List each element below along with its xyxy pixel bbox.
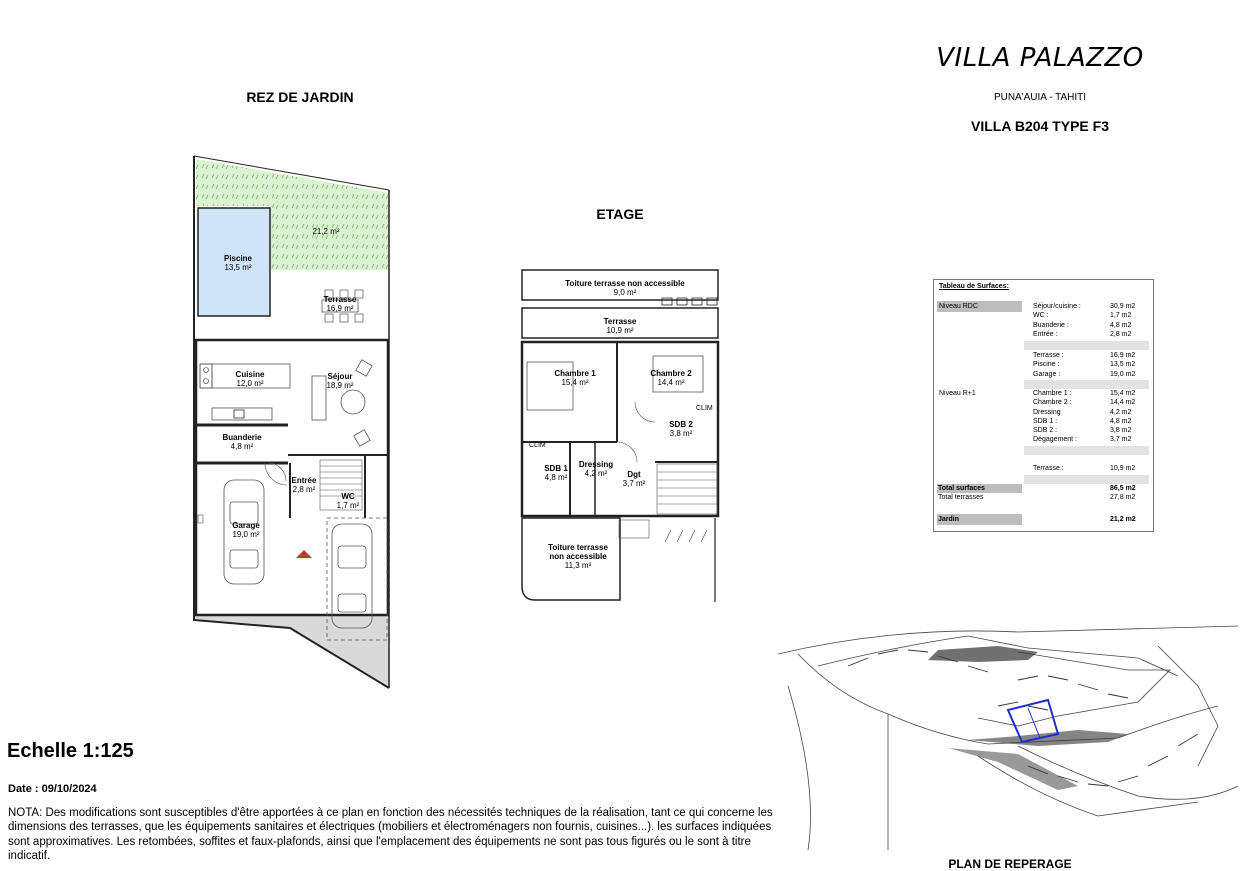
- rdc-labels-1: Séjour/cuisine : WC : Buanderie : Entrée :: [1033, 303, 1081, 338]
- room-area: 16,9 m²: [326, 304, 354, 313]
- room-name: Piscine: [223, 254, 252, 263]
- room-area: 4,8 m²: [230, 442, 254, 451]
- surface-table-title: Tableau de Surfaces:: [939, 283, 1009, 290]
- room-area: 4,2 m²: [584, 469, 608, 478]
- room-name: Dressing: [578, 460, 614, 469]
- surface-table: [933, 279, 1154, 532]
- room-area: 3,7 m²: [622, 479, 646, 488]
- room-area: 9,0 m²: [613, 288, 637, 297]
- rdc-labels-2: Terrasse : Piscine : Garage :: [1033, 352, 1064, 378]
- r1-values-1: 15,4 m2 14,4 m2 4,2 m2 4,8 m2 3,8 m2 3,7 m2: [1110, 390, 1136, 444]
- room-buanderie: [212, 433, 272, 451]
- room-area: 10,9 m²: [606, 326, 634, 335]
- room-name: WC: [341, 492, 355, 501]
- room-sdb2: [659, 420, 703, 438]
- date-label: Date : 09/10/2024: [8, 783, 97, 795]
- room-garage: [216, 521, 276, 539]
- room-chambre2: [641, 369, 701, 387]
- jardin-value: 21,2 m2: [1110, 516, 1136, 523]
- etage-terrasse: [590, 317, 650, 335]
- nota-text: NOTA: Des modifications sont susceptibles d'être apportées à ce plan en fonction des nécessités techniques de la réalisation, tant ce qui concerne les dimensions des terrasses, que les équipements sanitaires et électriques (mobiliers et électroménagers non fournis, cuisines...). les surfaces indiquées sont approximatives. Les retombées, soffites et faux-plafonds, ainsi que l'emplacement des équipements ne sont pas tous figurés ou le sont à titre indicatif.: [8, 807, 773, 863]
- room-area: 19,0 m²: [232, 530, 260, 539]
- total-surfaces-label: Total surfaces: [938, 485, 985, 492]
- r1-labels-1: Chambre 1 : Chambre 2 : Dressing SDB 1 : SDB 2 : Dégagement :: [1033, 390, 1077, 444]
- room-entree: [276, 476, 332, 494]
- project-location: PUNA'AUIA - TAHITI: [993, 92, 1087, 103]
- room-area: 1,7 m²: [336, 501, 360, 510]
- room-dgt: [612, 470, 656, 488]
- jardin-label: Jardin: [938, 516, 960, 523]
- room-name: Entrée: [291, 476, 317, 485]
- r1-values-2: 10,9 m2: [1110, 465, 1136, 472]
- room-name: Cuisine: [235, 370, 265, 379]
- room-name: Garage: [232, 521, 260, 530]
- r1-labels-2: Terrasse :: [1033, 465, 1064, 472]
- room-cuisine: [220, 370, 280, 388]
- room-area: 2,8 m²: [292, 485, 316, 494]
- room-area: 12,0 m²: [236, 379, 264, 388]
- room-wc: [326, 492, 370, 510]
- room-area: 4,8 m²: [544, 473, 568, 482]
- room-name: Buanderie: [222, 433, 262, 442]
- site-plan-map: [778, 606, 1240, 850]
- room-area: 11,3 m²: [564, 561, 592, 570]
- room-sejour: [310, 372, 370, 390]
- etage-title: ETAGE: [596, 206, 644, 222]
- room-name: non accessible: [549, 552, 607, 561]
- rdc-plan: [180, 150, 410, 700]
- rdc-values-2: 16,9 m2 13,5 m2 19,0 m2: [1110, 352, 1136, 378]
- room-name: Dgt: [627, 470, 641, 479]
- room-name: SDB 2: [669, 420, 693, 429]
- reperage-title: PLAN DE REPERAGE: [948, 857, 1072, 871]
- room-area: 3,8 m²: [669, 429, 693, 438]
- scale-label: Echelle 1:125: [7, 740, 134, 762]
- level-r1: Niveau R+1: [939, 390, 976, 397]
- room-name: Toiture terrasse non accessible: [565, 279, 685, 288]
- project-title: VILLA PALAZZO: [936, 43, 1144, 73]
- room-piscine: [208, 254, 268, 272]
- room-sdb1: [534, 464, 578, 482]
- room-chambre1: [545, 369, 605, 387]
- room-name: SDB 1: [544, 464, 568, 473]
- room-area: 15,4 m²: [561, 378, 589, 387]
- villa-type: VILLA B204 TYPE F3: [971, 118, 1109, 134]
- room-area: 14,4 m²: [657, 378, 685, 387]
- level-rdc: Niveau RDC: [937, 301, 1022, 312]
- etage-toiture-top: [540, 279, 710, 297]
- total-terrasses-label: Total terrasses: [938, 494, 984, 501]
- room-area: 18,9 m²: [326, 381, 354, 390]
- room-name: Séjour: [327, 372, 353, 381]
- room-area: 13,5 m²: [224, 263, 252, 272]
- etage-toiture-bottom: [530, 543, 626, 570]
- total-surfaces-value: 86,5 m2: [1110, 485, 1136, 492]
- rdc-values-1: 30,9 m2 1,7 m2 4,8 m2 2,8 m2: [1110, 303, 1136, 338]
- garden-area-label: 21,2 m²: [312, 227, 340, 236]
- clim-label: CLIM: [696, 405, 713, 412]
- room-name: Chambre 1: [554, 369, 596, 378]
- rdc-title: REZ DE JARDIN: [246, 89, 354, 105]
- total-terrasses-value: 27,8 m2: [1110, 494, 1136, 501]
- clim-label: CLIM: [529, 442, 546, 449]
- room-name: Chambre 2: [650, 369, 692, 378]
- room-terrasse: [310, 295, 370, 313]
- room-name: Terrasse: [323, 295, 357, 304]
- room-name: Terrasse: [603, 317, 637, 326]
- room-name: Toiture terrasse: [548, 543, 608, 552]
